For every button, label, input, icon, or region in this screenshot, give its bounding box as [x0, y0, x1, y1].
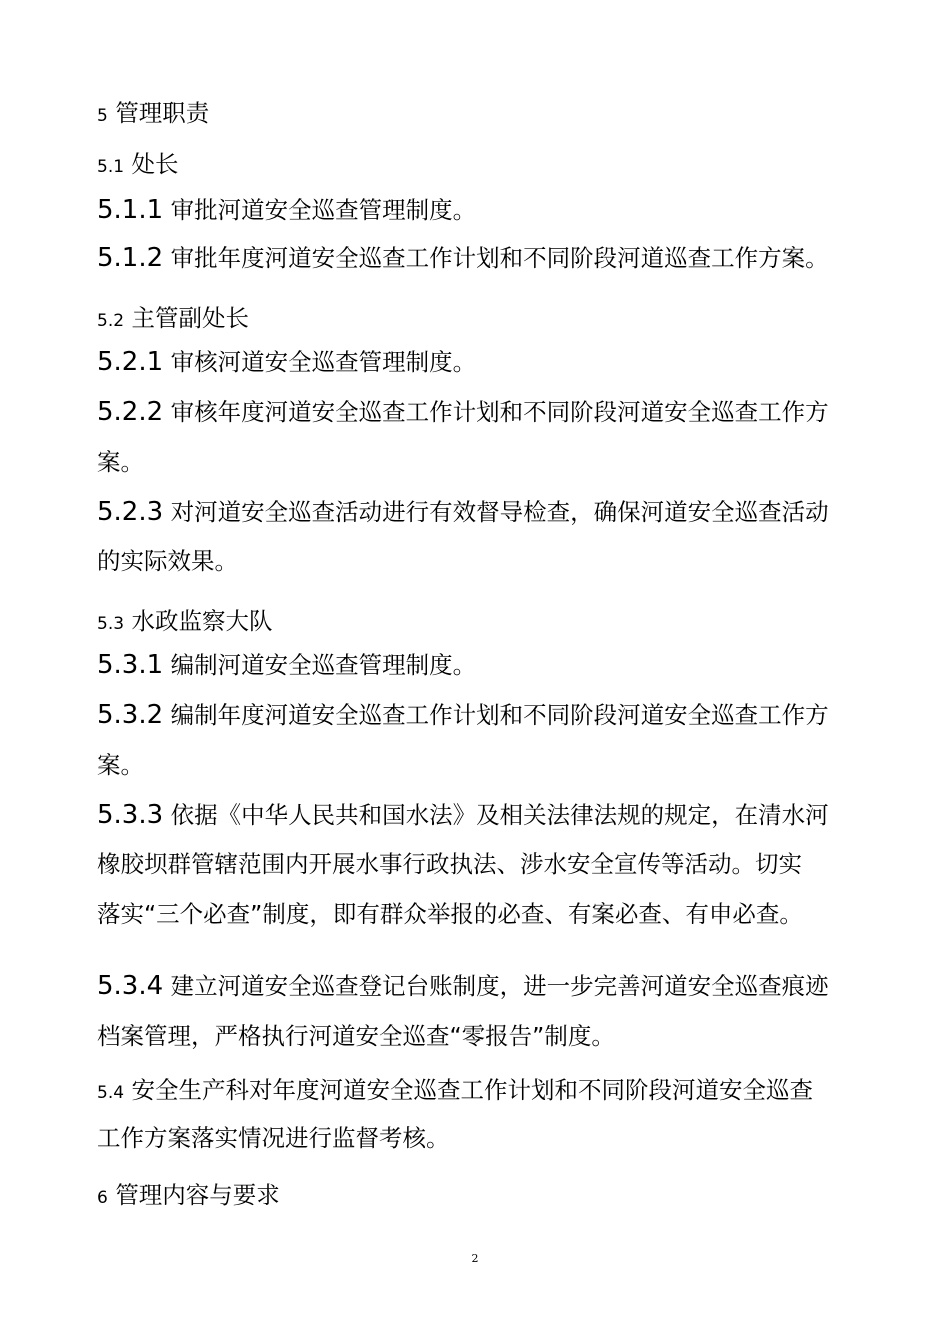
clause-line: 5.3.2 编制年度河道安全巡查工作计划和不同阶段河道安全巡查工作方	[97, 700, 829, 730]
clause-continuation: 工作方案落实情况进行监督考核。	[97, 1124, 450, 1152]
clause-continuation: 案。	[97, 751, 144, 779]
clause-continuation: 案。	[97, 448, 144, 476]
subsection-heading: 5.2 主管副处长	[97, 304, 250, 332]
clause-continuation: 档案管理，严格执行河道安全巡查“零报告”制度。	[97, 1022, 615, 1050]
clause-line: 5.2.3 对河道安全巡查活动进行有效督导检查，确保河道安全巡查活动	[97, 497, 829, 527]
page-number: 2	[471, 1252, 479, 1265]
clause-line: 5.1.2 审批年度河道安全巡查工作计划和不同阶段河道巡查工作方案。	[97, 243, 829, 273]
section-heading: 5 管理职责	[97, 99, 210, 127]
subsection-heading: 5.1 处长	[97, 150, 179, 178]
clause-line: 5.3.3 依据《中华人民共和国水法》及相关法律法规的规定，在清水河	[97, 800, 829, 830]
section-heading: 6 管理内容与要求	[97, 1181, 280, 1209]
clause-line: 5.2.2 审核年度河道安全巡查工作计划和不同阶段河道安全巡查工作方	[97, 397, 829, 427]
subsection-paragraph: 5.4 安全生产科对年度河道安全巡查工作计划和不同阶段河道安全巡查	[97, 1076, 814, 1104]
clause-line: 5.1.1 审批河道安全巡查管理制度。	[97, 195, 477, 225]
clause-line: 5.3.1 编制河道安全巡查管理制度。	[97, 650, 477, 680]
clause-continuation: 的实际效果。	[97, 547, 238, 575]
subsection-heading: 5.3 水政监察大队	[97, 607, 273, 635]
clause-line: 5.2.1 审核河道安全巡查管理制度。	[97, 347, 477, 377]
clause-continuation: 橡胶坝群管辖范围内开展水事行政执法、涉水安全宣传等活动。切实	[97, 850, 802, 878]
clause-line: 5.3.4 建立河道安全巡查登记台账制度，进一步完善河道安全巡查痕迹	[97, 971, 829, 1001]
clause-continuation: 落实“三个必查”制度，即有群众举报的必查、有案必查、有申必查。	[97, 900, 803, 928]
